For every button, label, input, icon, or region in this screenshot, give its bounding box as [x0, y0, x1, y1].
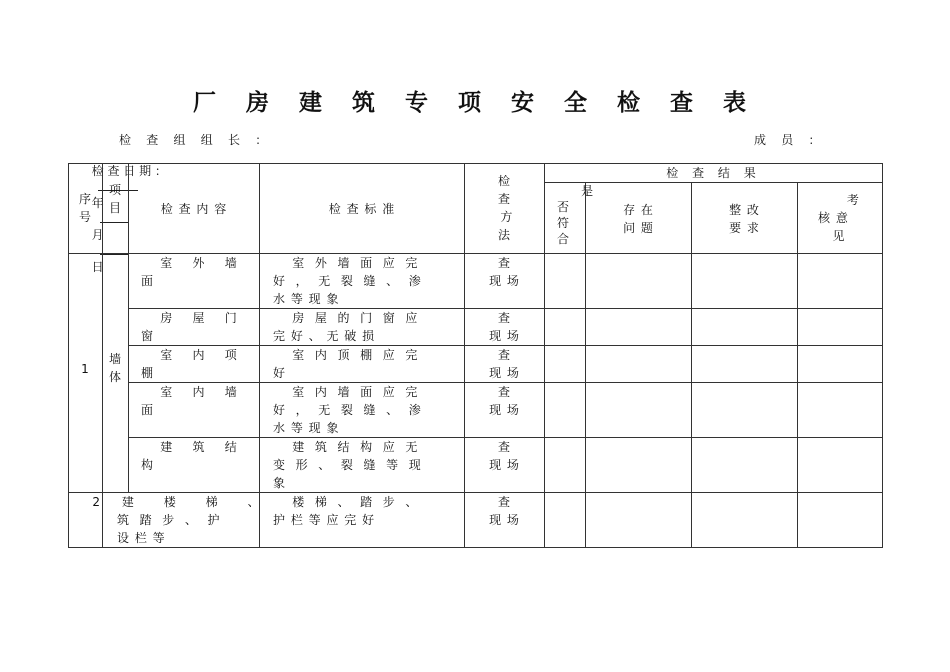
- rectify-cell[interactable]: [692, 383, 798, 438]
- seq-header-cell: [69, 164, 103, 254]
- method-text: 查 现 场: [489, 385, 520, 417]
- conform-cell[interactable]: [545, 309, 586, 346]
- standard-header-cell: [260, 164, 465, 254]
- standard-text: 房 屋 的 门 窗 应 完 好 、 无 破 损: [273, 311, 419, 343]
- conform-cell[interactable]: [545, 383, 586, 438]
- seq-cell: [69, 493, 103, 548]
- rectify-cell[interactable]: [692, 254, 798, 309]
- item-value: 墙 体: [108, 352, 122, 384]
- content-cell: [129, 383, 260, 438]
- content-text: 建 楼 梯 、 筑 踏 步 、 护 设 栏 等: [117, 495, 261, 545]
- standard-cell: [260, 383, 465, 438]
- rectify-cell[interactable]: [692, 438, 798, 493]
- issues-header: 存 在 问 题: [623, 203, 654, 235]
- method-cell: [465, 309, 545, 346]
- standard-text: 建 筑 结 构 应 无 变 形 、 裂 缝 等 现 象: [273, 440, 422, 490]
- conform-cell[interactable]: [545, 346, 586, 383]
- rectify-cell[interactable]: [692, 493, 798, 548]
- day-label: 日: [91, 260, 104, 274]
- table-row: [69, 346, 883, 383]
- review-header-cell: [798, 183, 883, 254]
- date-label: 检 查 日 期 ：: [91, 164, 167, 178]
- column-divider: [102, 485, 103, 538]
- header-row-1: [69, 164, 883, 183]
- method-cell: [465, 438, 545, 493]
- table-row: [69, 493, 883, 548]
- standard-text: 室 外 墙 面 应 完 好 ， 无 裂 缝 、 渗 水 等 现 象: [273, 256, 422, 306]
- method-cell: [465, 493, 545, 548]
- item-cell: [103, 254, 129, 493]
- issues-cell[interactable]: [586, 493, 692, 548]
- item-header-cell: [103, 164, 129, 254]
- standard-cell: [260, 493, 465, 548]
- content-header: 检 查 内 容: [160, 202, 228, 216]
- table-row: [69, 254, 883, 309]
- standard-cell: [260, 346, 465, 383]
- result-header: 检 查 结 果: [666, 166, 761, 180]
- method-text: 查 现 场: [489, 256, 520, 288]
- document-title: 厂 房 建 筑 专 项 安 全 检 查 表: [192, 90, 758, 116]
- method-cell: [465, 346, 545, 383]
- issues-cell[interactable]: [586, 346, 692, 383]
- review-cell[interactable]: [798, 383, 883, 438]
- review-cell[interactable]: [798, 493, 883, 548]
- standard-text: 室 内 墙 面 应 完 好 ， 无 裂 缝 、 渗 水 等 现 象: [273, 385, 422, 435]
- method-cell: [465, 383, 545, 438]
- inspection-table: [68, 163, 883, 548]
- method-text: 查 现 场: [489, 348, 520, 380]
- review-cell[interactable]: [798, 346, 883, 383]
- content-text: 室 内 项 棚: [141, 348, 238, 380]
- seq-cell: [69, 254, 103, 493]
- content-cell: [103, 493, 260, 548]
- table-row: [69, 309, 883, 346]
- rectify-header-cell: [692, 183, 798, 254]
- content-text: 房 屋 门 窗: [141, 311, 238, 343]
- standard-cell: [260, 438, 465, 493]
- standard-header: 检 查 标 准: [328, 202, 396, 216]
- method-text: 查 现 场: [489, 440, 520, 472]
- rectify-header: 整 改 要 求: [729, 203, 760, 235]
- method-text: 查 现 场: [489, 311, 520, 343]
- issues-cell[interactable]: [586, 383, 692, 438]
- standard-cell: [260, 309, 465, 346]
- content-cell: [129, 254, 260, 309]
- standard-text: 楼 梯 、 踏 步 、 护 栏 等 应 完 好: [273, 495, 419, 527]
- method-cell: [465, 254, 545, 309]
- rectify-cell[interactable]: [692, 309, 798, 346]
- issues-cell[interactable]: [586, 254, 692, 309]
- seq-header: 序 号: [78, 192, 92, 224]
- content-cell: [129, 346, 260, 383]
- seq-value: 2: [92, 495, 101, 509]
- review-cell[interactable]: [798, 309, 883, 346]
- conform-cell[interactable]: [545, 438, 586, 493]
- content-text: 室 内 墙 面: [141, 385, 238, 417]
- review-cell[interactable]: [798, 254, 883, 309]
- conform-cell[interactable]: [545, 254, 586, 309]
- content-cell: [129, 309, 260, 346]
- table-row: [69, 383, 883, 438]
- rectify-cell[interactable]: [692, 346, 798, 383]
- result-header-cell: [545, 164, 883, 183]
- content-text: 室 外 墙 面: [141, 256, 238, 288]
- table-row: [69, 438, 883, 493]
- method-header: 检 查 方 法: [497, 174, 514, 242]
- conform-cell[interactable]: [545, 493, 586, 548]
- inspection-leader-label: 检 查 组 组 长 ：: [119, 133, 268, 147]
- review-cell[interactable]: [798, 438, 883, 493]
- standard-text: 室 内 顶 棚 应 完 好: [273, 348, 419, 380]
- method-text: 查 现 场: [489, 495, 520, 527]
- issues-cell[interactable]: [586, 438, 692, 493]
- conform-header-cell: [545, 183, 595, 254]
- year-label: 年: [91, 196, 104, 210]
- seq-value: 1: [81, 362, 90, 376]
- month-label: 月: [91, 228, 104, 242]
- issues-cell[interactable]: [586, 309, 692, 346]
- content-header-cell: [129, 164, 260, 254]
- standard-cell: [260, 254, 465, 309]
- item-header: 项 目: [108, 183, 122, 215]
- content-cell: [129, 438, 260, 493]
- review-header: 考 核 意 见: [818, 193, 860, 243]
- content-text: 建 筑 结 构: [141, 440, 238, 472]
- method-header-cell: [465, 164, 545, 254]
- conform-header: 是 否 符 合: [557, 184, 595, 246]
- issues-header-cell: [586, 183, 692, 254]
- members-label: 成 员 ：: [754, 133, 821, 147]
